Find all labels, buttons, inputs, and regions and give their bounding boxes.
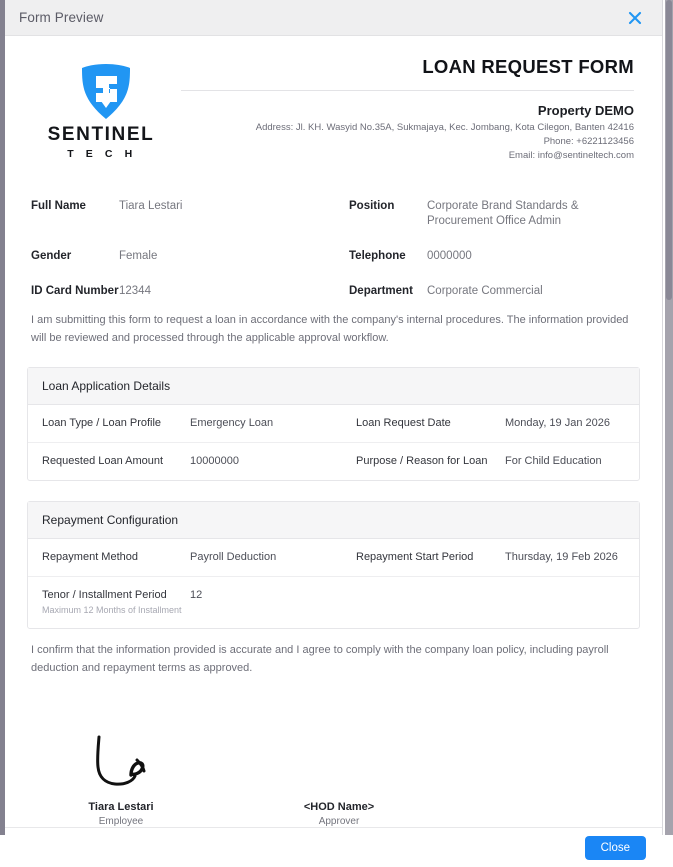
brand-sub: T E C H [67, 148, 137, 160]
approver-role: Approver [318, 816, 360, 827]
position-label: Position [349, 200, 395, 212]
page-scrollbar[interactable] [665, 0, 673, 835]
loan-application-details-panel [27, 367, 640, 481]
shield-logo-icon [77, 62, 135, 122]
tenor-value: 12 [190, 589, 203, 601]
repayment-method-value: Payroll Deduction [190, 551, 277, 563]
tenor-label: Tenor / Installment Period [42, 589, 167, 601]
full-name-value: Tiara Lestari [119, 200, 183, 212]
telephone-value: 0000000 [427, 250, 472, 262]
tenor-label-cell [28, 577, 190, 628]
repayment-method-label: Repayment Method [42, 551, 138, 563]
purpose-label: Purpose / Reason for Loan [356, 455, 488, 467]
employee-role: Employee [98, 816, 144, 827]
letterhead-divider [181, 90, 634, 91]
employee-name: Tiara Lestari [88, 801, 154, 813]
full-name-label: Full Name [31, 200, 86, 212]
form-preview-modal [5, 0, 663, 854]
gender-label: Gender [31, 250, 72, 262]
department-label: Department [349, 285, 413, 297]
company-name: Property DEMO [537, 103, 634, 118]
company-logo [31, 54, 181, 160]
requested-amount-label: Requested Loan Amount [42, 455, 164, 467]
company-phone: Phone: +6221123456 [543, 136, 634, 147]
position-value: Corporate Brand Standards & Procurement Office Admin [427, 200, 579, 227]
id-card-label: ID Card Number [31, 285, 119, 297]
form-title: LOAN REQUEST FORM [422, 56, 634, 77]
letterhead-text [181, 54, 634, 163]
loan-type-label: Loan Type / Loan Profile [42, 417, 162, 429]
company-address: Address: Jl. KH. Wasyid No.35A, Sukmajaya, Kec. Jombang, Kota Cilegon, Banten 42416 [255, 122, 634, 133]
table-row [28, 539, 639, 577]
id-card-value: 12344 [119, 285, 151, 297]
submission-statement: I am submitting this form to request a loan in accordance with the company's internal procedures. The information provided will be reviewed and processed through the applicable approval workflow. [31, 314, 629, 344]
approver-name: <HOD Name> [303, 801, 375, 813]
handwritten-signature-icon [31, 725, 211, 797]
tenor-empty-value [505, 577, 639, 599]
repayment-start-label: Repayment Start Period [356, 551, 474, 563]
purpose-value: For Child Education [505, 455, 602, 467]
repayment-configuration-panel [27, 501, 640, 629]
approver-signature-placeholder [249, 725, 429, 797]
close-button[interactable]: Close [585, 836, 646, 860]
table-row [28, 443, 639, 480]
confirmation-statement: I confirm that the information provided is accurate and I agree to comply with the company loan policy, including payroll deduction and repayment terms as approved. [31, 644, 609, 674]
applicant-identity [23, 199, 644, 299]
table-row [28, 405, 639, 443]
repayment-start-value: Thursday, 19 Feb 2026 [505, 551, 618, 563]
table-row [28, 577, 639, 628]
modal-footer [5, 827, 662, 867]
loan-request-date-label: Loan Request Date [356, 417, 451, 429]
approver-signature-block [249, 725, 429, 827]
close-icon[interactable] [624, 7, 646, 29]
loan-type-value: Emergency Loan [190, 417, 274, 429]
modal-title: Form Preview [19, 10, 104, 25]
signature-section [23, 725, 644, 827]
department-value: Corporate Commercial [427, 285, 543, 297]
requested-amount-value: 10000000 [190, 455, 239, 467]
modal-header [5, 0, 662, 36]
employee-signature-block [31, 725, 211, 827]
modal-body [5, 36, 662, 827]
gender-value: Female [119, 250, 158, 262]
letterhead [23, 36, 644, 163]
telephone-label: Telephone [349, 250, 406, 262]
repayment-panel-title: Repayment Configuration [28, 502, 639, 539]
brand-name: SENTINEL [47, 124, 155, 145]
tenor-hint: Maximum 12 Months of Installment [42, 605, 182, 615]
document-page [5, 36, 662, 827]
tenor-empty-label [342, 577, 505, 599]
company-email: Email: info@sentineltech.com [508, 150, 634, 161]
page-scrollbar-thumb[interactable] [666, 0, 672, 300]
loan-panel-title: Loan Application Details [28, 368, 639, 405]
loan-request-date-value: Monday, 19 Jan 2026 [505, 417, 610, 429]
